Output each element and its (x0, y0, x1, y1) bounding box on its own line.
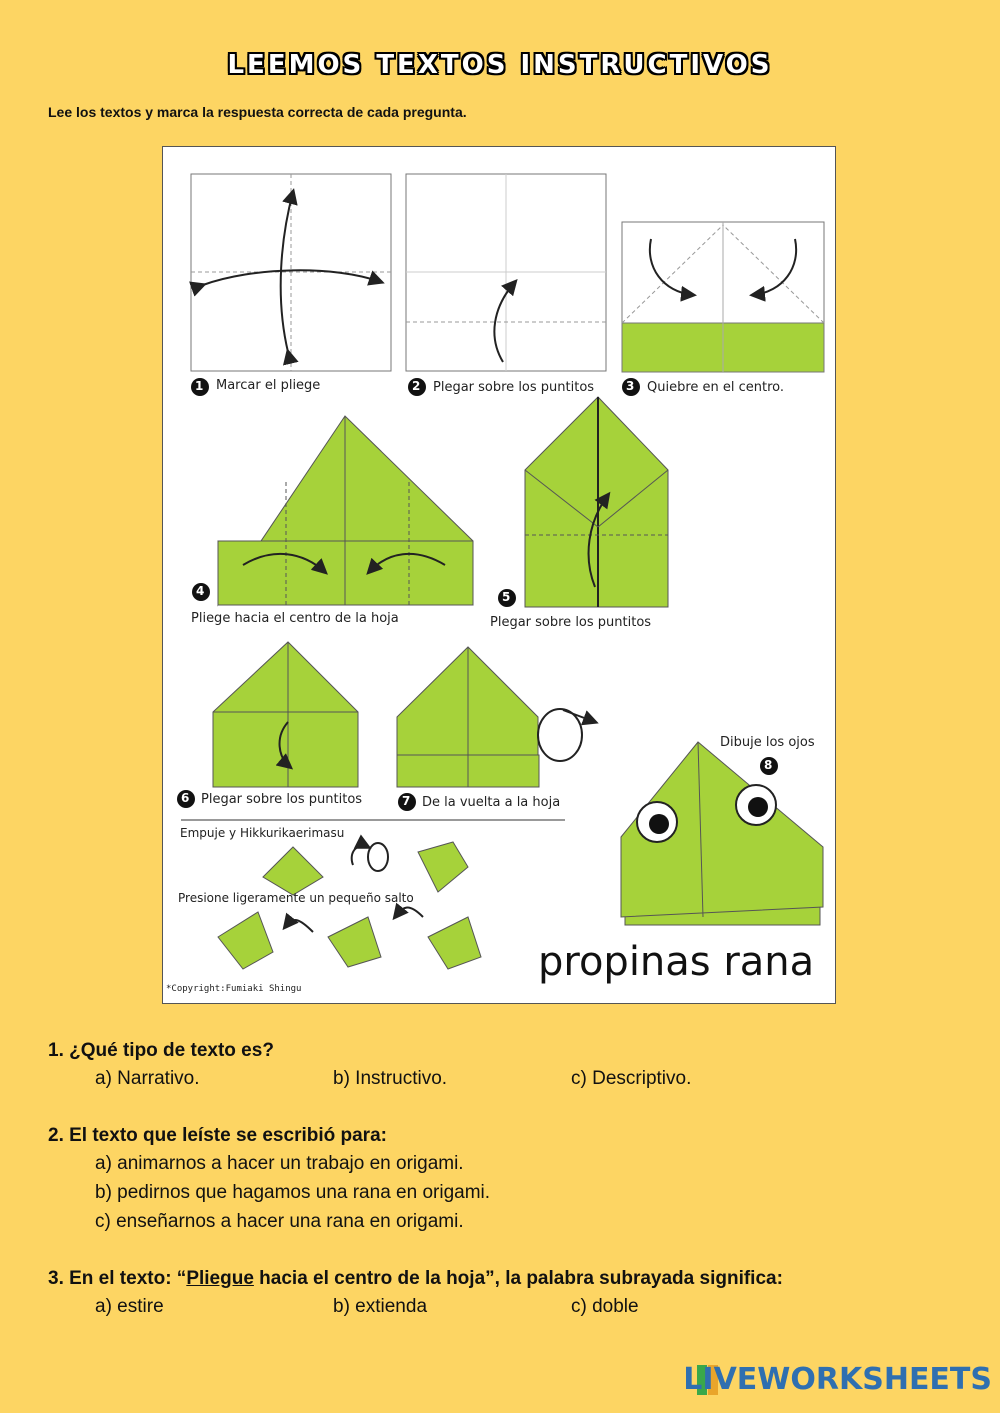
origami-drawings (163, 147, 837, 1005)
q1-option-c[interactable]: c) Descriptivo. (571, 1068, 692, 1089)
q1-option-b[interactable]: b) Instructivo. (333, 1068, 448, 1089)
step-1-figure (191, 174, 391, 371)
instruction-text: Lee los textos y marca la respuesta correcta de cada pregunta. (48, 104, 467, 120)
step-7-figure (397, 647, 595, 787)
question-3 (48, 1268, 783, 1290)
step-3-number: 3 (626, 379, 635, 393)
step-1-number: 1 (195, 379, 204, 393)
question-1: 1. ¿Qué tipo de texto es? (48, 1040, 274, 1061)
step-1-label: Marcar el pliege (216, 378, 321, 393)
brand-text: propinas rana (538, 939, 815, 985)
step-4-number: 4 (196, 584, 205, 598)
step-6-number: 6 (181, 791, 190, 805)
jump-sequence (218, 842, 481, 969)
step-5-number: 5 (502, 590, 511, 604)
step-7-label: De la vuelta a la hoja (422, 795, 561, 810)
q3-underlined-word: Pliegue (186, 1268, 254, 1289)
step-3-label: Quiebre en el centro. (647, 380, 785, 395)
step-2-figure (406, 174, 606, 371)
step-4-figure (218, 416, 473, 605)
q2-option-c[interactable]: c) enseñarnos a hacer una rana en origami. (95, 1211, 464, 1232)
push-text: Empuje y Hikkurikaerimasu (180, 826, 345, 840)
q2-option-b[interactable]: b) pedirnos que hagamos una rana en origami. (95, 1182, 491, 1203)
copyright-text: *Copyright:Fumiaki Shingu (166, 984, 302, 994)
q3-text-after: hacia el centro de la hoja”, la palabra subrayada significa: (253, 1268, 783, 1289)
question-2: 2. El texto que leíste se escribió para: (48, 1125, 387, 1146)
step-6-figure (213, 642, 358, 787)
q1-option-a[interactable]: a) Narrativo. (95, 1068, 200, 1089)
q3-text-before: 3. En el texto: “ (48, 1268, 187, 1289)
step-3-figure (622, 222, 824, 372)
press-text: Presione ligeramente un pequeño salto (178, 891, 414, 905)
page-title: LEEMOS TEXTOS INSTRUCTIVOS (227, 50, 773, 80)
q3-option-b[interactable]: b) extienda (333, 1296, 428, 1317)
step-4-label: Pliege hacia el centro de la hoja (191, 611, 399, 626)
footer-brand[interactable]: LIVEWORKSHEETS (683, 1362, 992, 1397)
step-8-number: 8 (764, 758, 773, 772)
step-2-label: Plegar sobre los puntitos (433, 380, 595, 395)
origami-diagram (162, 146, 836, 1004)
frog-figure (621, 742, 823, 925)
step-8-label: Dibuje los ojos (720, 735, 815, 750)
step-6-label: Plegar sobre los puntitos (201, 792, 363, 807)
q3-option-a[interactable]: a) estire (95, 1296, 164, 1317)
step-7-number: 7 (402, 794, 411, 808)
step-2-number: 2 (412, 379, 421, 393)
step-5-figure (525, 397, 668, 607)
q2-option-a[interactable]: a) animarnos a hacer un trabajo en origami. (95, 1153, 464, 1174)
step-5-label: Plegar sobre los puntitos (490, 615, 652, 630)
q3-option-c[interactable]: c) doble (571, 1296, 639, 1317)
